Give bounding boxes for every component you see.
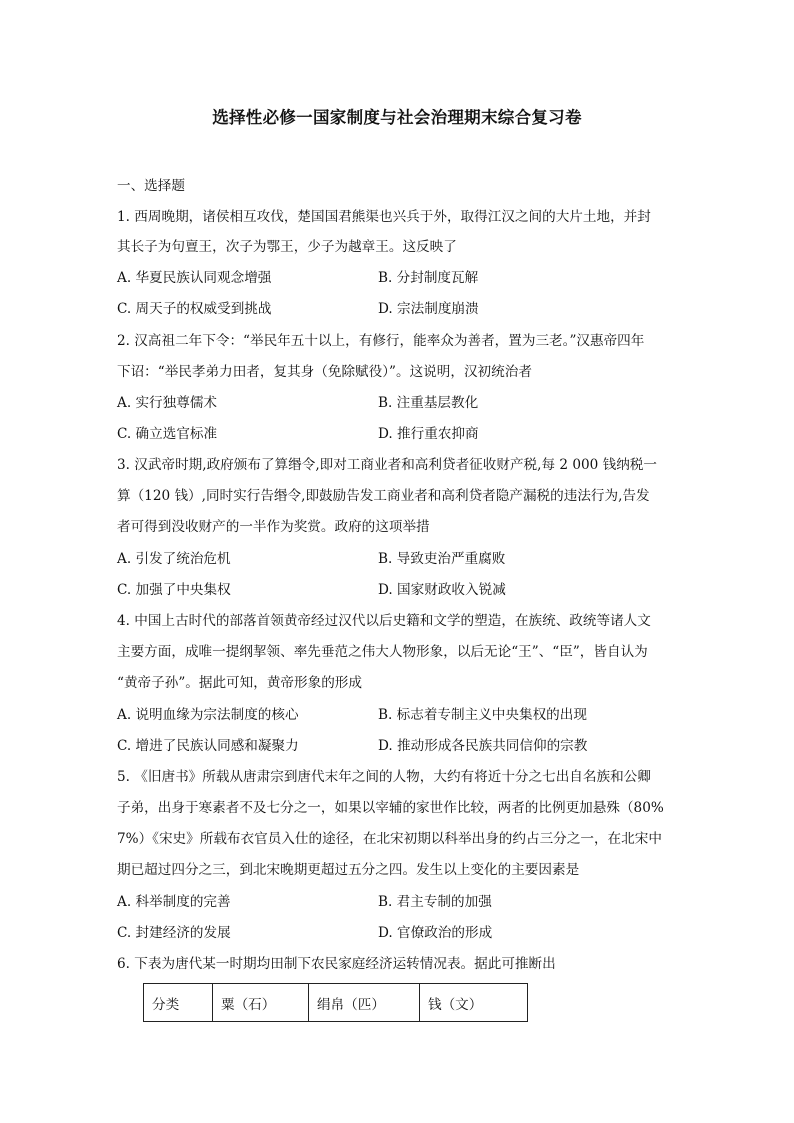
question-3-option-b: B. 导致吏治严重腐败 (378, 551, 506, 567)
question-3-line-1: 3. 汉武帝时期,政府颁布了算缗令,即对工商业者和高利贷者征收财产税,每 2 000 钱纳税一 (117, 457, 657, 473)
question-2-option-a: A. 实行独尊儒术 (117, 395, 218, 411)
question-5-line-2: 子弟，出身于寒素者不及七分之一，如果以宰辅的家世作比较，两者的比例更加悬殊（80% (117, 800, 664, 816)
question-5-line-3: 7%）《宋史》所载布衣官员入仕的途径，在北宋初期以科举出身的约占三分之一，在北宋中 (117, 831, 662, 847)
question-4-option-c: C. 增进了民族认同感和凝聚力 (117, 738, 299, 754)
question-2-line-2: 下诏：“举民孝弟力田者，复其身（免除赋役）”。这说明，汉初统治者 (117, 364, 532, 380)
farm-economy-table (143, 983, 528, 1022)
question-5-option-a: A. 科举制度的完善 (117, 894, 231, 910)
question-5-option-d: D. 官僚政治的形成 (378, 925, 493, 941)
section-heading: 一、选择题 (117, 178, 185, 194)
question-1-option-a: A. 华夏民族认同观念增强 (117, 270, 272, 286)
question-3-line-2: 算（120 钱）,同时实行告缗令,即鼓励告发工商业者和高利贷者隐产漏税的违法行为,告发 (117, 488, 650, 504)
question-1-line-2: 其长子为句亶王，次子为鄂王，少子为越章王。这反映了 (117, 239, 457, 255)
table-header-cell: 分类 (144, 984, 213, 1022)
question-3-option-d: D. 国家财政收入锐减 (378, 582, 506, 598)
question-1-option-c: C. 周天子的权威受到挑战 (117, 301, 272, 317)
table-header-cell: 粟（石） (213, 984, 309, 1022)
question-5-option-c: C. 封建经济的发展 (117, 925, 231, 941)
question-1-line-1: 1. 西周晚期，诸侯相互攻伐，楚国国君熊渠也兴兵于外，取得江汉之间的大片土地，并封 (117, 209, 651, 225)
table-header-row (144, 984, 528, 1022)
question-3-option-a: A. 引发了统治危机 (117, 551, 231, 567)
table-header-cell: 绢帛（匹） (309, 984, 420, 1022)
table-header-cell: 钱（文） (420, 984, 528, 1022)
question-4-option-b: B. 标志着专制主义中央集权的出现 (378, 707, 587, 723)
question-3-option-c: C. 加强了中央集权 (117, 582, 231, 598)
question-4-line-3: “黄帝子孙”。据此可知，黄帝形象的形成 (117, 675, 362, 691)
question-4-line-1: 4. 中国上古时代的部落首领黄帝经过汉代以后史籍和文学的塑造，在族统、政统等诸人文 (117, 613, 651, 629)
question-2-line-1: 2. 汉高祖二年下令：“举民年五十以上，有修行，能率众为善者，置为三老。”汉惠帝四年 (117, 333, 645, 349)
question-6-line-1: 6. 下表为唐代某一时期均田制下农民家庭经济运转情况表。据此可推断出 (117, 956, 556, 972)
question-5-line-1: 5. 《旧唐书》所载从唐肃宗到唐代末年之间的人物，大约有将近十分之七出自名族和公卿 (117, 769, 651, 785)
question-1-option-d: D. 宗法制度崩溃 (378, 301, 479, 317)
question-3-line-3: 者可得到没收财产的一半作为奖赏。政府的这项举措 (117, 519, 430, 535)
question-5-option-b: B. 君主专制的加强 (378, 894, 492, 910)
question-1-option-b: B. 分封制度瓦解 (378, 270, 479, 286)
question-2-option-d: D. 推行重农抑商 (378, 426, 479, 442)
question-4-option-d: D. 推动形成各民族共同信仰的宗教 (378, 738, 588, 754)
question-2-option-b: B. 注重基层教化 (378, 395, 479, 411)
question-5-line-4: 期已超过四分之三，到北宋晚期更超过五分之四。发生以上变化的主要因素是 (117, 862, 580, 878)
page-title: 选择性必修一国家制度与社会治理期末综合复习卷 (212, 108, 582, 127)
question-2-option-c: C. 确立选官标准 (117, 426, 218, 442)
question-4-option-a: A. 说明血缘为宗法制度的核心 (117, 707, 299, 723)
question-4-line-2: 主要方面，成唯一提纲挈领、率先垂范之伟大人物形象，以后无论“王”、“臣”，皆自认为 (117, 644, 648, 660)
